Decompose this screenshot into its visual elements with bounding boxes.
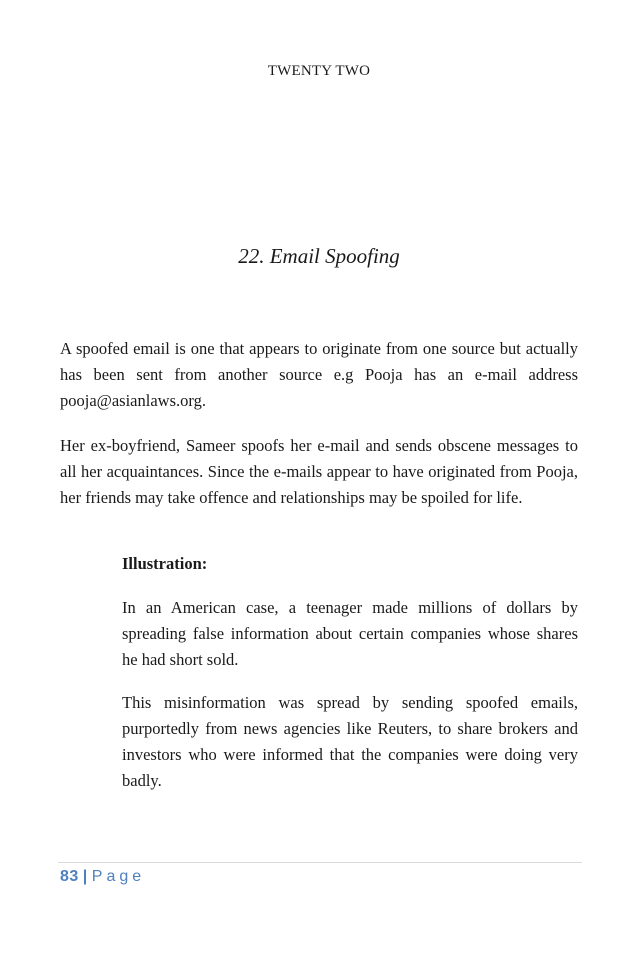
running-header: TWENTY TWO [267, 63, 371, 79]
page-footer [60, 868, 145, 886]
illustration-paragraph-case: In an American case, a teenager made millions of dollars by spreading false information about certain companies whose shares he had short sold. [122, 598, 578, 669]
illustration-heading: Illustration: [122, 554, 208, 573]
illustration-paragraph-method: This misinformation was spread by sending spoofed emails, purportedly from news agencies like Reuters, to share brokers and investors who were informed that the companies were doing very badly. [122, 693, 578, 790]
page-number: 83 [60, 868, 79, 885]
page-label: Page [91, 868, 146, 885]
chapter-title: 22. Email Spoofing [238, 244, 400, 268]
footer-separator: | [82, 868, 88, 885]
footer-divider [58, 862, 582, 863]
paragraph-definition: A spoofed email is one that appears to originate from one source but actually has been sent from another source e.g Pooja has an e-mail address pooja@asianlaws.org. [60, 339, 578, 410]
paragraph-example: Her ex-boyfriend, Sameer spoofs her e-mail and sends obscene messages to all her acquaintances. Since the e-mails appear to have originated from Pooja, her friends may take offence and relationships may be spoiled for life. [60, 436, 578, 507]
